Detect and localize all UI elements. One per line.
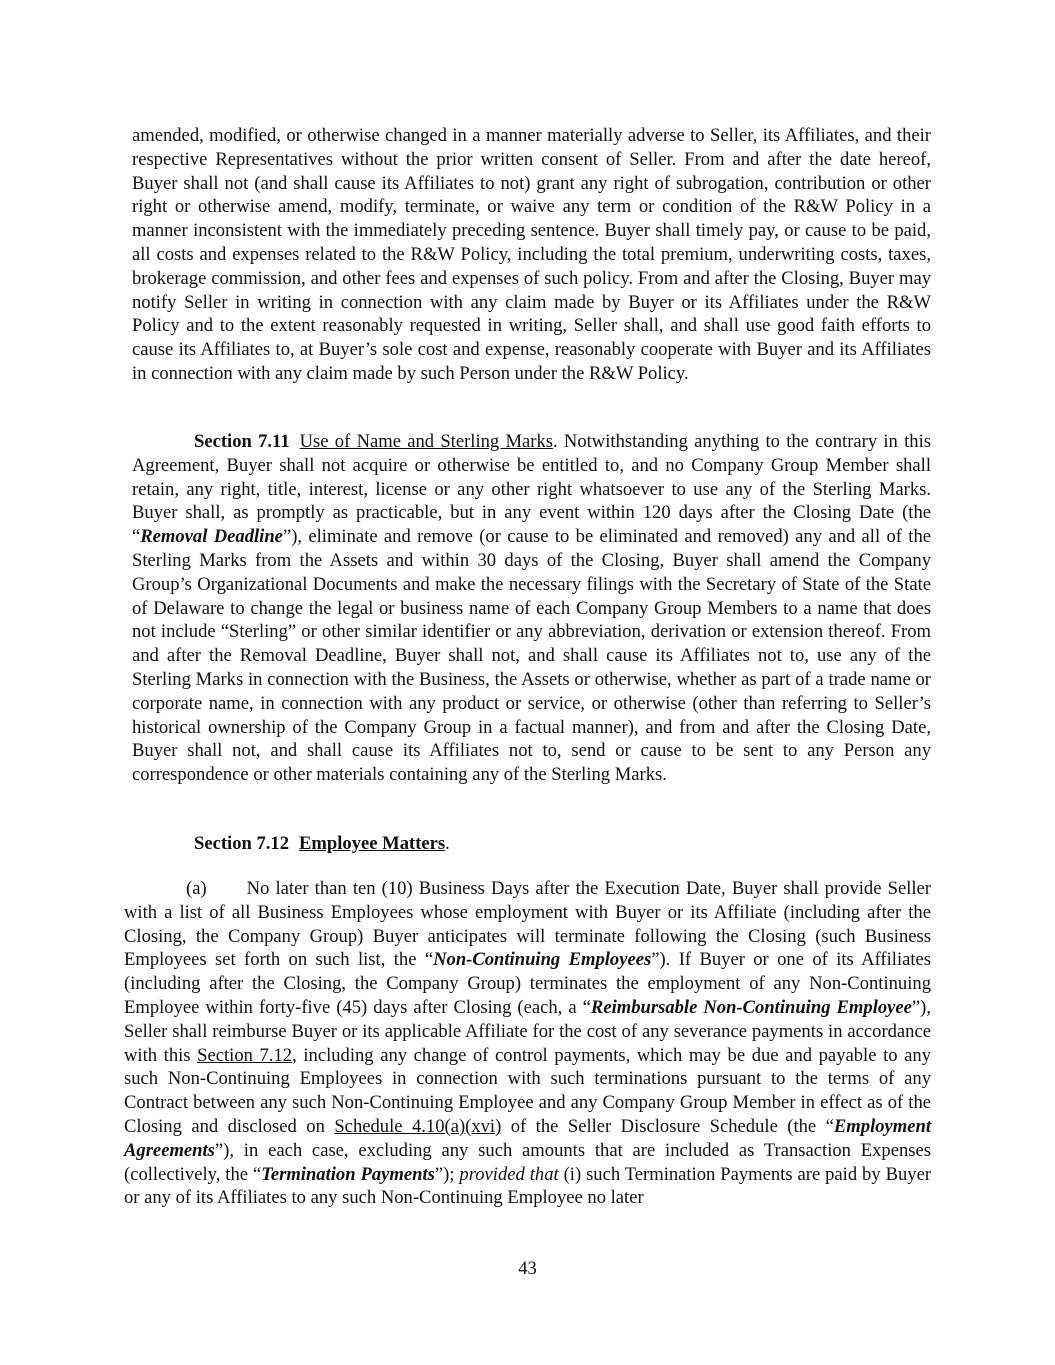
defined-term: Employment Agreements	[124, 1115, 932, 1161]
paragraph-a	[124, 877, 931, 1210]
paragraph-text: , including any change of control payments, which may be due and payable to any such Non-Continuing Employees in connection with such terminations pursuant to the terms of any Contract between any such Non-Continuing Employee and any Company Group Member in effect as of the Closing and disclosed on	[124, 1044, 931, 1137]
section-title: Use of Name and Sterling Marks	[299, 431, 553, 452]
paragraph-text: ”), Seller shall reimburse Buyer or its applicable Affiliate for the cost of any severance payments in accordance with this	[124, 996, 932, 1066]
section-number: Section 7.11	[194, 431, 290, 452]
paragraph-text: ”), in each case, excluding any such amounts that are included as Transaction Expenses (collectively, the “	[124, 1139, 931, 1185]
paragraph-text: ”). If Buyer or one of its Affiliates (including after the Closing, the Company Group) terminates the employment of any Non-Continuing Employee within forty-five (45) days after Closing (each, a “	[124, 949, 932, 1018]
section-heading-end: .	[445, 833, 450, 854]
defined-term: Reimbursable Non-Continuing Employee	[590, 996, 912, 1018]
paragraph-text: (i) such Termination Payments are paid by Buyer or any of its Affiliates to any such Non-Continuing Employee no later	[124, 1163, 932, 1209]
paragraph-text: amended, modified, or otherwise changed in a manner materially adverse to Seller, its Affiliates, and their respective Representatives without the prior written consent of Seller. From and after the date hereof, Buyer shall not (and shall cause its Affiliates to not) grant any right of subrogation, contribution or other right or otherwise amend, modify, terminate, or waive any term or condition of the R&W Policy in a manner inconsistent with the immediately preceding sentence. Buyer shall timely pay, or cause to be paid, all costs and expenses related to the R&W Policy, including the total premium, underwriting costs, taxes, brokerage commission, and other fees and expenses of such policy. From and after the Closing, Buyer may notify Seller in writing in connection with any claim made by Buyer or its Affiliates under the R&W Policy and to the extent reasonably requested in writing, Seller shall, and shall use good faith efforts to cause its Affiliates to, at Buyer’s sole cost and expense, reasonably cooperate with Buyer and its Affiliates in connection with any claim made by such Person under the R&W Policy.	[132, 125, 931, 384]
cross-reference-link[interactable]: Schedule 4.10(a)(xvi)	[334, 1115, 502, 1137]
paragraph-text: of the Seller Disclosure Schedule (the “	[501, 1115, 834, 1137]
defined-term: Termination Payments	[261, 1163, 435, 1185]
section-text: ”), eliminate and remove (or cause to be eliminated and removed) any and all of the Sterling Marks from the Assets and within 30 days of the Closing, Buyer shall amend the Company Group’s Organizational Documents and make the necessary filings with the Secretary of State of the State of Delaware to change the legal or business name of each Company Group Members to a name that does not include “Sterling” or other similar identifier or any abbreviation, derivation or extension thereof. From and after the Removal Deadline, Buyer shall not, and shall cause its Affiliates not to, use any of the Sterling Marks in connection with the Business, the Assets or otherwise, whether as part of a trade name or corporate name, in connection with any product or service, or otherwise (other than referring to Seller’s historical ownership of the Company Group in a factual manner), and from and after the Closing Date, Buyer shall not, and shall cause its Affiliates not to, send or cause to be sent to any Person any correspondence or other materials containing any of the Sterling Marks.	[132, 526, 932, 786]
paragraph-text: No later than ten (10) Business Days after the Execution Date, Buyer shall provide Seller with a list of all Business Employees whose employment with Buyer or its Affiliate (including after the Closing, the Company Group) Buyer anticipates will terminate following the Closing (such Business Employees set forth on such list, the “	[124, 878, 931, 971]
defined-term: Non-Continuing Employees	[433, 949, 652, 971]
defined-term: Removal Deadline	[140, 526, 283, 548]
section-7-11-paragraph	[132, 430, 931, 787]
cross-reference-link[interactable]: Section 7.12	[197, 1044, 293, 1066]
paragraph-label: (a)	[186, 878, 207, 899]
page-number: 43	[518, 1258, 537, 1279]
section-text: . Notwithstanding anything to the contrary in this Agreement, Buyer shall not acquire or otherwise be entitled to, and no Company Group Member shall retain, any right, title, interest, license or any other right whatsoever to use any of the Sterling Marks. Buyer shall, as promptly as practicable, but in any event within 120 days after the Closing Date (the “	[132, 431, 931, 548]
section-7-12-heading	[194, 832, 931, 856]
section-number: Section 7.12	[194, 833, 290, 854]
paragraph-rw-policy	[132, 124, 931, 386]
paragraph-text: ”);	[434, 1163, 460, 1185]
section-title: Employee Matters	[299, 833, 446, 854]
proviso-text: provided that	[459, 1163, 559, 1185]
